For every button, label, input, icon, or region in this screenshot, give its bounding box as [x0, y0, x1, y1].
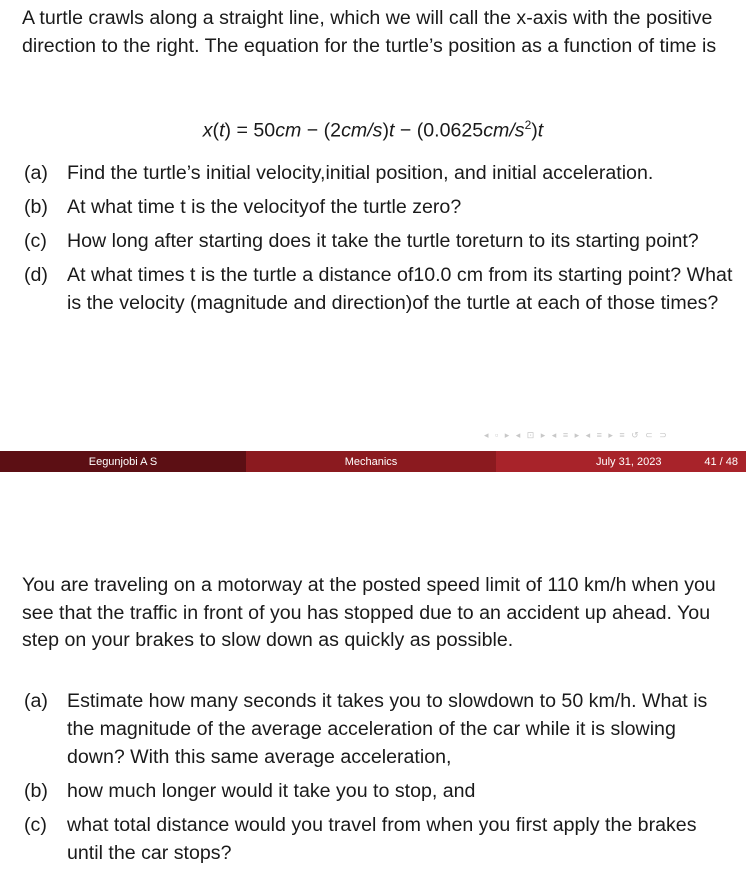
- question-d: [22, 261, 734, 317]
- question-text: Find the turtle’s initial velocity,initial position, and initial acceleration.: [67, 162, 654, 184]
- question-label: (c): [24, 814, 47, 836]
- question-text: Estimate how many seconds it takes you to slowdown to 50 km/h. What is the magnitude of the average acceleration of the car while it is slowing down? With this same average acceleration,: [67, 690, 708, 768]
- footer-date: July 31, 2023: [596, 455, 662, 468]
- question-label: (c): [24, 230, 47, 252]
- question-c: [22, 811, 734, 867]
- slide-footer: [0, 451, 746, 472]
- footer-title: Mechanics: [246, 451, 496, 472]
- question-list: [22, 159, 734, 323]
- question-label: (a): [24, 690, 48, 712]
- question-text: At what time t is the velocityof the turtle zero?: [67, 196, 462, 218]
- position-equation: $x(t) = 50cm - (2cm/s)t - (0.0625cm/s^2)t$: [202, 118, 544, 142]
- footer-author: Eegunjobi A S: [0, 451, 246, 472]
- question-label: (d): [24, 264, 48, 286]
- question-text: How long after starting does it take the turtle toreturn to its starting point?: [67, 230, 699, 252]
- question-c: [22, 227, 734, 255]
- question-b: [22, 777, 734, 805]
- question-a: [22, 159, 734, 187]
- question-text: At what times t is the turtle a distance of10.0 cm from its starting point? What is the velocity (magnitude and direction)of the turtle at each of those times?: [67, 264, 733, 314]
- question-text: what total distance would you travel from when you first apply the brakes until the car stops?: [67, 814, 697, 864]
- problem-intro: A turtle crawls along a straight line, which we will call the x-axis with the positive direction to the right. The equation for the turtle’s position as a function of time is: [22, 7, 717, 57]
- question-a: [22, 687, 734, 771]
- problem-intro: You are traveling on a motorway at the posted speed limit of 110 km/h when you see that the traffic in front of you has stopped due to an accident up ahead. You step on your brakes to slow down as quickly as possible.: [22, 574, 716, 651]
- question-text: how much longer would it take you to stop, and: [67, 780, 476, 802]
- footer-page-number: 41 / 48: [704, 455, 738, 468]
- question-list: [22, 687, 734, 873]
- question-label: (a): [24, 162, 48, 184]
- question-b: [22, 193, 734, 221]
- question-label: (b): [24, 780, 48, 802]
- question-label: (b): [24, 196, 48, 218]
- slide-42: [0, 472, 746, 873]
- beamer-navigation-icons[interactable]: ◂ ▫ ▸ ◂ ⊡ ▸ ◂ ≡ ▸ ◂ ≡ ▸ ≡ ↺ ⊂ ⊃: [484, 430, 669, 440]
- footer-date-page: [496, 451, 746, 472]
